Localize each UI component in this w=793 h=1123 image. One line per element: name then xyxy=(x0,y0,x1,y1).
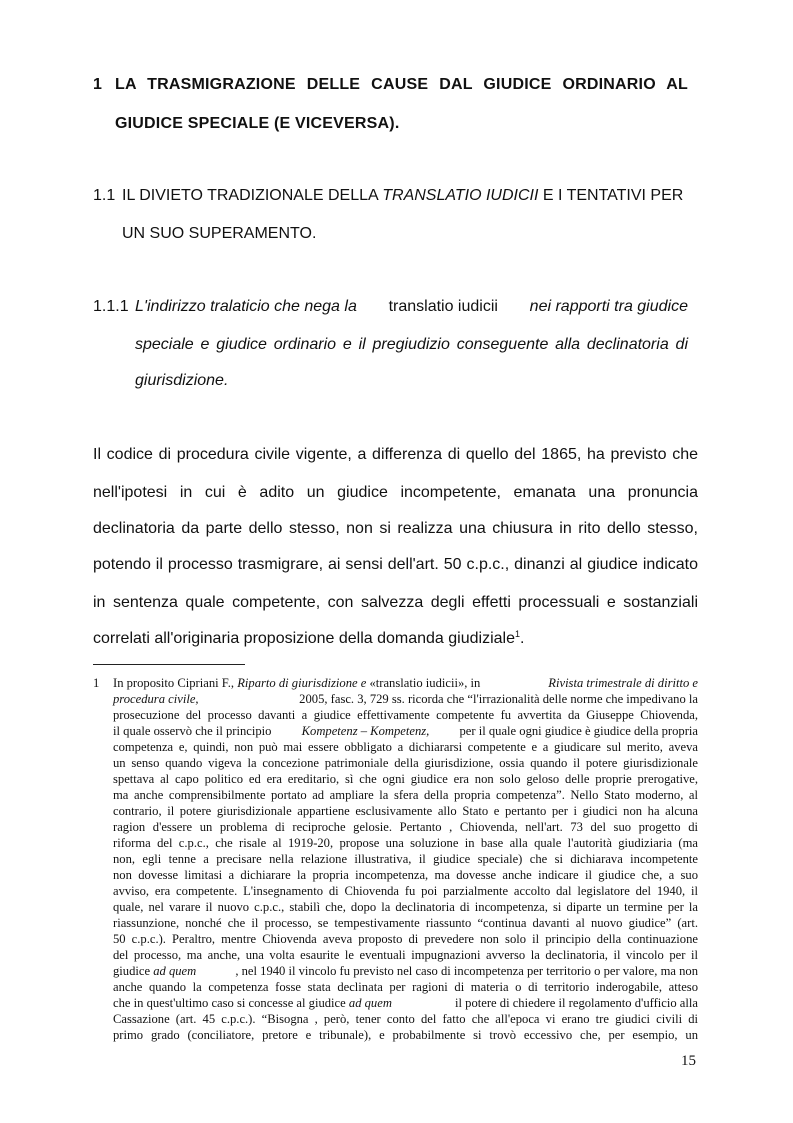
footnote-line: spettava al capo politico ed era ereditario, sì che ogni giudice era non solo geloso delle proprie prerogative, xyxy=(113,772,698,786)
page-number: 15 xyxy=(681,1053,696,1069)
paragraph-last-line: correlati all'originaria proposizione della domanda giudiziale$^1$. xyxy=(93,629,525,647)
heading-3-line-3: giurisdizione. xyxy=(135,372,229,389)
footnote-line: quale, nel varare il nuovo c.p.c., stabilì che, dopo la declinatoria di incompetenza, si dipartе un termine per la xyxy=(113,900,698,914)
footnote-line: competenza e, quindi, non può mai essere obbligato a dichiararsi competente e a giudicare sul merito, aveva xyxy=(113,740,698,754)
footnote-line: In proposito Cipriani F., Riparto di giurisdizione e «translatio iudicii», in Rivista trimestrale di diritto e xyxy=(113,676,698,690)
footnote-line: ragion d'essere un problema di reciproche gelosie. Pertanto , Chiovenda, nell'art. 73 del suo progetto di xyxy=(113,820,698,834)
paragraph-line: in sentenza quale competente, con salvezza degli effetti processuali e sostanziali xyxy=(93,594,698,611)
heading-3-number: 1.1.1 xyxy=(93,298,129,315)
footnote-line: non dovesse limitasi a dichiarare la propria incompetenza, ma dovesse anche indicare il giudice che, a suo xyxy=(113,868,698,882)
footnote-line: che in quest'ultimo caso si concesse al giudice ad quem il potere di chiedere il regolamento d'ufficio alla xyxy=(113,996,698,1010)
footnote-line: Cassazione (art. 45 c.p.c.). “Bisogna , però, tener conto del fatto che all'epoca vi erano tre giudici civili di xyxy=(113,1012,698,1026)
footnote-line: non, egli tenne a precisare nella relazione illustrativa, il giudice speciale) che si dichiarava incompetente xyxy=(113,852,698,866)
heading-1-line-2: GIUDICE SPECIALE (E VICEVERSA). xyxy=(115,115,400,132)
heading-1-line-1: LA TRASMIGRAZIONE DELLE CAUSE DAL GIUDICE ORDINARIO AL xyxy=(115,76,688,93)
footnote-line: riassunzione, nonché che il processo, se tempestivamente riassunto “continua davanti al nuovo giudice” (art. xyxy=(113,916,698,930)
heading-3-line-2: speciale e giudice ordinario e il pregiudizio conseguente alla declinatoria di xyxy=(135,336,688,353)
footnote-number: 1 xyxy=(93,676,100,690)
heading-2-number: 1.1 xyxy=(93,187,116,204)
paragraph-line: nell'ipotesi in cui è adito un giudice incompetente, emanata una pronuncia xyxy=(93,484,698,501)
footnote-line: del processo, ma anche, una volta esaurite le eventuali impugnazioni avverso la declinatoria, il vincolo per il xyxy=(113,948,698,962)
footnote-line: un senso quando vigeva la concezione patrimoniale della giurisdizione, ossia quando il potere giurisdizionale xyxy=(113,756,698,770)
heading-1-number: 1 xyxy=(93,76,103,93)
footnote-line: riforma del c.p.c., che risale al 1919-20, propose una soluzione in base alla quale l'autorità giudiziaria (ma xyxy=(113,836,698,850)
footnote-line: primo grado (conciliatore, pretore e tribunale), e probabilmente si trovò eccessivo che, per esempio, un xyxy=(113,1028,698,1042)
heading-2-line-2: UN SUO SUPERAMENTO. xyxy=(122,225,317,242)
footnote-line: 50 c.p.c.). Peraltro, mentre Chiovenda aveva proposto di prevedere non solo il principio della continuazione xyxy=(113,932,698,946)
footnote-line: procedura civile, 2005, fasc. 3, 729 ss. ricorda che “l'irrazionalità delle norme che impedivano la xyxy=(113,692,698,706)
footnote-line: prosecuzione del processo davanti a giudice effettivamente competente fu avvertita da Giuseppe Chiovenda, xyxy=(113,708,698,722)
heading-2-line-1: IL DIVIETO TRADIZIONALE DELLA TRANSLATIO IUDICII E I TENTATIVI PER xyxy=(122,187,684,204)
footnote-line: ma anche comprensibilmente portato ad ampliare la sfera della propria competenza”. Nello Stato moderno, al xyxy=(113,788,698,802)
paragraph-line: potendo il processo trasmigrare, ai sensi dell'art. 50 c.p.c., dinanzi al giudice indicato xyxy=(93,556,698,573)
footnote-line: avviso, era competente. L'insegnamento di Chiovenda fu poi parzialmente accolto dal legislatore del 1940, il xyxy=(113,884,698,898)
paragraph-line: Il codice di procedura civile vigente, a differenza di quello del 1865, ha previsto che xyxy=(93,446,698,463)
footnote-line: anche quando la competenza fosse stata declinata per ragioni di materia o di territorio inderogabile, atteso xyxy=(113,980,698,994)
footnote-line: giudice ad quem , nel 1940 il vincolo fu previsto nel caso di incompetenza per territorio o per valore, ma non xyxy=(113,964,698,978)
footnote-separator xyxy=(93,664,245,665)
footnote-line: contrario, il potere giurisdizionale appartiene esclusivamente allo Stato e pertanto per i giudici non ha alcuna xyxy=(113,804,698,818)
heading-3-line-1: L'indirizzo tralaticio che nega la translatio iudicii nei rapporti tra giudice xyxy=(135,298,688,315)
footnote-reference[interactable]: 1 xyxy=(514,629,520,639)
paragraph-line: declinatoria da parte dello stesso, non si realizza una chiusura in rito dello stesso, xyxy=(93,520,698,537)
footnote-line: il quale osservò che il principio Kompetenz – Kompetenz, per il quale ogni giudice è giudice della propria xyxy=(113,724,698,738)
